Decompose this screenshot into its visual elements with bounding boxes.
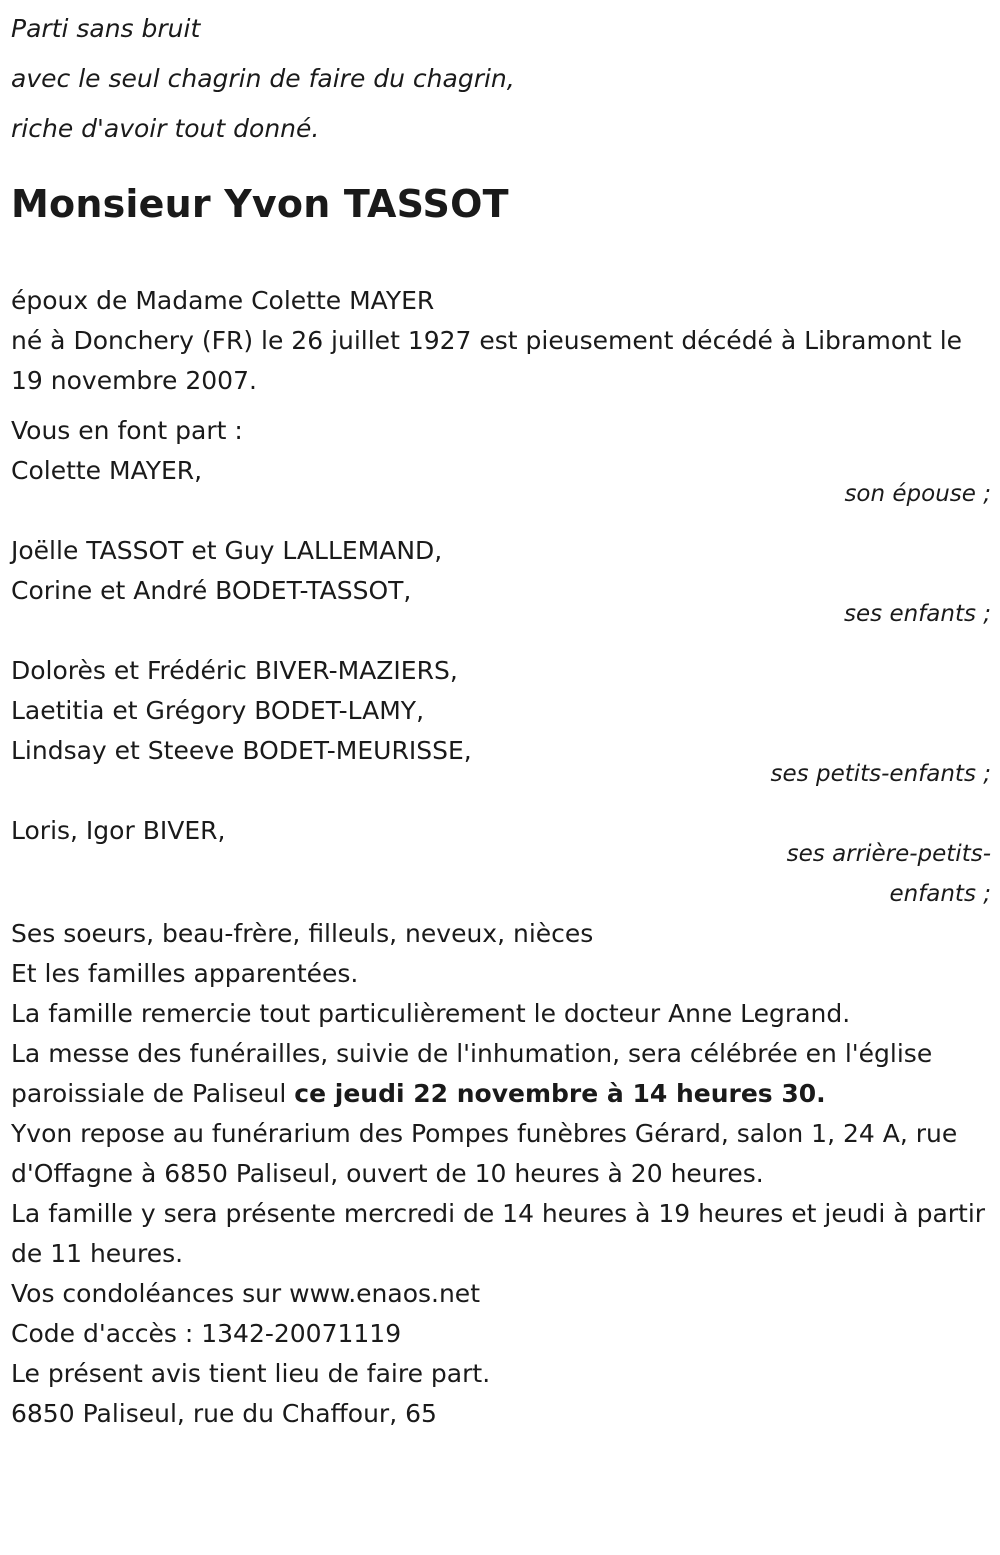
epitaph-line: Parti sans bruit: [11, 14, 201, 43]
funeral-date: ce jeudi 22 novembre à 14 heures 30.: [294, 1079, 826, 1108]
family-name: Lindsay et Steeve BODET-MEURISSE,: [11, 736, 472, 765]
relation-label: ses petits-enfants ;: [770, 761, 991, 787]
family-lines: [11, 914, 991, 1034]
family-line: La famille remercie tout particulièrement le docteur Anne Legrand.: [11, 999, 851, 1028]
spouse-line: époux de Madame Colette MAYER: [11, 286, 435, 315]
epitaph-line: avec le seul chagrin de faire du chagrin,: [11, 64, 515, 93]
announcement-section: [11, 411, 991, 931]
family-name: Loris, Igor BIVER,: [11, 816, 226, 845]
family-name: Corine et André BODET-TASSOT,: [11, 576, 412, 605]
announce-intro: Vous en font part :: [11, 416, 243, 445]
condolences-line: Vos condoléances sur www.enaos.net: [11, 1279, 480, 1308]
family-group-children: [11, 531, 991, 651]
funeral-text: La messe des funérailles, suivie de l'inhumation, sera célébrée en l'église paroissiale de Paliseul: [11, 1039, 933, 1108]
family-group-spouse: [11, 451, 991, 531]
family-name: Dolorès et Frédéric BIVER-MAZIERS,: [11, 656, 458, 685]
family-group-great-grandchildren: [11, 811, 991, 931]
presence-info: La famille y sera présente mercredi de 14 heures à 19 heures et jeudi à partir de 11 heures.: [11, 1199, 986, 1268]
family-line: Ses soeurs, beau-frère, filleuls, neveux, nièces: [11, 919, 594, 948]
family-name: Colette MAYER,: [11, 456, 203, 485]
relation-label: ses enfants ;: [844, 601, 991, 627]
access-code-line: Code d'accès : 1342-20071119: [11, 1319, 402, 1348]
family-name: Laetitia et Grégory BODET-LAMY,: [11, 696, 425, 725]
family-group-grandchildren: [11, 651, 991, 811]
relation-label: ses arrière-petits-enfants ;: [786, 841, 991, 907]
family-line: Et les familles apparentées.: [11, 959, 359, 988]
obituary-notice: [11, 4, 991, 1434]
epitaph-line: riche d'avoir tout donné.: [11, 114, 320, 143]
birth-death-line: né à Donchery (FR) le 26 juillet 1927 est pieusement décédé à Libramont le 19 novembre 2007.: [11, 326, 963, 395]
epitaph: [11, 4, 991, 154]
deceased-name: Monsieur Yvon TASSOT: [11, 182, 509, 226]
notice-line: Le présent avis tient lieu de faire part.: [11, 1359, 491, 1388]
relation-label: son épouse ;: [844, 481, 991, 507]
address-line: 6850 Paliseul, rue du Chaffour, 65: [11, 1399, 437, 1428]
funeral-info: [11, 1034, 991, 1114]
family-name: Joëlle TASSOT et Guy LALLEMAND,: [11, 536, 443, 565]
funerarium-info: Yvon repose au funérarium des Pompes funèbres Gérard, salon 1, 24 A, rue d'Offagne à 6850 Paliseul, ouvert de 10 heures à 20 heures.: [11, 1119, 958, 1188]
